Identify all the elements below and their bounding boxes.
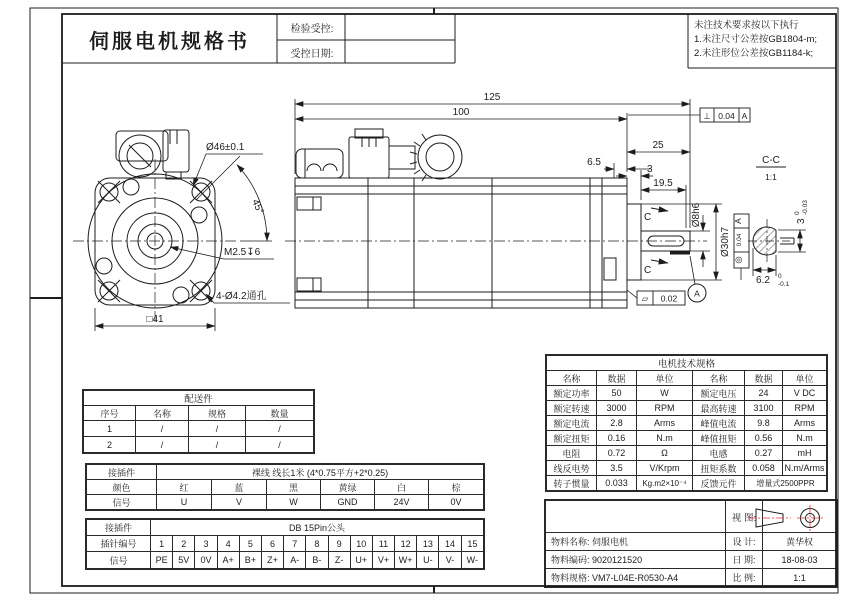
signal: V+ xyxy=(372,552,394,569)
cell: RPM xyxy=(637,401,693,416)
fcf-conc-datum: A xyxy=(733,218,743,224)
date-label: 受控日期: xyxy=(290,48,334,60)
fcf-perp-value: 0.04 xyxy=(718,111,735,121)
cell: / xyxy=(189,421,246,437)
dim-body: 100 xyxy=(452,107,470,118)
cell: Arms xyxy=(783,416,827,431)
cell: 2 xyxy=(84,437,136,453)
cell: GND xyxy=(321,495,375,510)
field-label: 物料编码: xyxy=(551,555,590,565)
side-view-dimensions xyxy=(295,92,731,280)
dim-holes: 4-Ø4.2通孔 xyxy=(216,291,267,302)
db-description: DB 15Pin公头 xyxy=(151,520,484,536)
spec-table xyxy=(546,355,827,491)
cell: V DC xyxy=(783,386,827,401)
cell: 反馈元件 xyxy=(693,476,745,491)
dim-flat-lower-tol: -0.03 xyxy=(802,200,809,215)
pin: 15 xyxy=(461,536,483,552)
cell: 24 xyxy=(745,386,783,401)
dim-recess: 6.5 xyxy=(587,157,601,168)
wire-table xyxy=(86,464,484,510)
dim-across-flat: 6.2 xyxy=(756,275,770,286)
cell: 峰值电流 xyxy=(693,416,745,431)
dim-total: 125 xyxy=(483,92,501,103)
cell: / xyxy=(136,421,189,437)
designer-value: 黄华权 xyxy=(763,533,837,551)
cell: 3100 xyxy=(745,401,783,416)
col-header: 单位 xyxy=(783,371,827,386)
dim-flat-upper-tol: 0 xyxy=(794,211,801,215)
cell: 0V xyxy=(429,495,484,510)
cell: 额定电流 xyxy=(547,416,597,431)
signal: A+ xyxy=(217,552,239,569)
pin: 6 xyxy=(261,536,283,552)
cell: 3000 xyxy=(597,401,637,416)
cell: N.m xyxy=(637,431,693,446)
front-view-dimensions xyxy=(95,142,290,331)
title-block xyxy=(545,500,837,587)
cell: 转子惯量 xyxy=(547,476,597,491)
cell: 黄绿 xyxy=(321,480,375,495)
col-header: 名称 xyxy=(136,406,189,421)
col-header: 名称 xyxy=(693,371,745,386)
dim-across-flat-lower-tol: -0.1 xyxy=(778,281,790,288)
row-label: 颜色 xyxy=(87,480,157,495)
section-marks xyxy=(644,208,668,276)
dim-angle: 45° xyxy=(249,197,266,217)
section-scale: 1:1 xyxy=(765,172,777,182)
pin: 2 xyxy=(173,536,195,552)
col-header: 单位 xyxy=(637,371,693,386)
col-header: 数据 xyxy=(745,371,783,386)
concentricity-icon: ◎ xyxy=(733,256,743,264)
signal: W- xyxy=(461,552,483,569)
inspection-label: 检验受控: xyxy=(290,23,334,35)
col-header: 名称 xyxy=(547,371,597,386)
cell: 2.8 xyxy=(597,416,637,431)
signal: PE xyxy=(151,552,173,569)
scale-label: 比 例: xyxy=(726,569,763,587)
fcf-perp-datum: A xyxy=(741,111,748,121)
cell: / xyxy=(246,421,314,437)
fcf-perpendicularity xyxy=(628,108,750,122)
col-header: 序号 xyxy=(84,406,136,421)
cell: W xyxy=(267,495,321,510)
dim-shaft-dia: Ø8h6 xyxy=(691,202,702,228)
pin: 3 xyxy=(195,536,217,552)
cell: 50 xyxy=(597,386,637,401)
spec-title: 电机技术规格 xyxy=(547,356,827,371)
signal: B+ xyxy=(239,552,261,569)
row-label: 信号 xyxy=(87,495,157,510)
note-line: 1.未注尺寸公差按GB1804-m; xyxy=(694,33,817,45)
cell: mH xyxy=(783,446,827,461)
dim-shaft: 25 xyxy=(652,140,664,151)
scale-value: 1:1 xyxy=(763,569,837,587)
cell: W xyxy=(637,386,693,401)
section-letter-bottom: C xyxy=(644,265,652,276)
signal: V- xyxy=(439,552,461,569)
cell: 扭矩系数 xyxy=(693,461,745,476)
cell: 线反电势 xyxy=(547,461,597,476)
row-label: 接插件 xyxy=(87,465,157,480)
dim-flat-len: 19.5 xyxy=(653,178,673,189)
note-line: 未注技术要求按以下执行 xyxy=(694,20,799,31)
pin: 8 xyxy=(306,536,328,552)
field-value: 伺服电机 xyxy=(592,537,629,547)
note-line: 2.未注形位公差按GB1184-k; xyxy=(694,47,814,59)
accessories-title: 配送件 xyxy=(84,391,314,406)
field-label: 物料规格: xyxy=(551,573,590,583)
pin: 5 xyxy=(239,536,261,552)
col-header: 规格 xyxy=(189,406,246,421)
cell: 额定功率 xyxy=(547,386,597,401)
col-header: 数据 xyxy=(597,371,637,386)
cell: Kg.m2×10⁻⁴ xyxy=(637,476,693,491)
signal: U+ xyxy=(350,552,372,569)
datum-a-balloon xyxy=(688,256,706,302)
pin: 13 xyxy=(417,536,439,552)
signal: A- xyxy=(284,552,306,569)
cell: 红 xyxy=(157,480,212,495)
cell: 0.16 xyxy=(597,431,637,446)
datum-a-label: A xyxy=(694,288,700,299)
cell: / xyxy=(136,437,189,453)
field-value: 9020121520 xyxy=(592,555,643,565)
cell: Arms xyxy=(637,416,693,431)
field-value: VM7-L04E-R0530-A4 xyxy=(592,573,679,583)
date-field-label: 日 期: xyxy=(726,551,763,569)
signal: 0V xyxy=(195,552,217,569)
section-title: C-C xyxy=(762,155,780,166)
cell: 电阻 xyxy=(547,446,597,461)
material-code xyxy=(546,551,726,569)
perpendicularity-icon: ⊥ xyxy=(703,111,711,121)
pin: 1 xyxy=(151,536,173,552)
cell: 3.5 xyxy=(597,461,637,476)
signal: W+ xyxy=(395,552,417,569)
dim-flange-circle: Ø46±0.1 xyxy=(206,142,245,153)
pin: 12 xyxy=(395,536,417,552)
cell: 0.058 xyxy=(745,461,783,476)
mounting-holes xyxy=(98,181,212,302)
cell: 电感 xyxy=(693,446,745,461)
row-label: 信号 xyxy=(87,552,151,569)
dim-across-flat-upper-tol: 0 xyxy=(778,273,782,280)
signal: 5V xyxy=(173,552,195,569)
col-header: 数量 xyxy=(246,406,314,421)
cell: 9.8 xyxy=(745,416,783,431)
db15-table xyxy=(86,519,484,569)
pin: 9 xyxy=(328,536,350,552)
signal: Z- xyxy=(328,552,350,569)
centerlines xyxy=(73,159,237,323)
general-notes xyxy=(694,19,836,60)
pin: 4 xyxy=(217,536,239,552)
dim-boss: 3 xyxy=(647,164,653,175)
flatness-icon: ▱ xyxy=(641,293,649,304)
dim-flat-thickness: 3 xyxy=(796,218,807,224)
date-field-value: 18-08-03 xyxy=(763,551,837,569)
cell: 最高转速 xyxy=(693,401,745,416)
cell-empty xyxy=(546,501,726,533)
cell: 0.27 xyxy=(745,446,783,461)
cell: 1 xyxy=(84,421,136,437)
cell: 增量式2500PPR xyxy=(745,476,827,491)
cell: 0.56 xyxy=(745,431,783,446)
fcf-flat-value: 0.02 xyxy=(660,293,678,304)
cell: RPM xyxy=(783,401,827,416)
cell: N.m xyxy=(783,431,827,446)
dim-pilot-dia: Ø30h7 xyxy=(720,226,731,258)
cell: 0.72 xyxy=(597,446,637,461)
signal: B- xyxy=(306,552,328,569)
fcf-conc-value: 0.04 xyxy=(736,233,743,247)
pin: 7 xyxy=(284,536,306,552)
projection-symbol-cell xyxy=(763,501,837,533)
row-label: 接插件 xyxy=(87,520,151,536)
cell: V xyxy=(212,495,267,510)
cell: 额定电压 xyxy=(693,386,745,401)
section-view xyxy=(748,155,809,288)
cell: 0.033 xyxy=(597,476,637,491)
cell: / xyxy=(189,437,246,453)
signal: U- xyxy=(417,552,439,569)
cell: N.m/Arms xyxy=(783,461,827,476)
side-connectors xyxy=(296,129,462,181)
cell: 蓝 xyxy=(212,480,267,495)
front-view xyxy=(73,130,290,331)
cell: 额定转速 xyxy=(547,401,597,416)
section-dimensions xyxy=(753,200,809,288)
field-label: 物料名称: xyxy=(551,537,590,547)
cell: 黑 xyxy=(267,480,321,495)
fcf-concentricity xyxy=(733,214,749,280)
signal: Z+ xyxy=(261,552,283,569)
row-label: 插针编号 xyxy=(87,536,151,552)
cell: U xyxy=(157,495,212,510)
cell: 峰值扭矩 xyxy=(693,431,745,446)
cell: / xyxy=(246,437,314,453)
cell: 24V xyxy=(375,495,429,510)
side-view xyxy=(285,92,750,308)
cell: V/Krpm xyxy=(637,461,693,476)
page-title: 伺服电机规格书 xyxy=(89,30,250,53)
view-label: 视 图: xyxy=(726,501,763,533)
cell: Ω xyxy=(637,446,693,461)
cell: 额定扭矩 xyxy=(547,431,597,446)
dim-thread: M2.5↧6 xyxy=(224,247,261,258)
cell: 白 xyxy=(375,480,429,495)
fcf-flatness xyxy=(627,290,685,305)
wire-description: 裸线 线长1米 (4*0.75平方+2*0.25) xyxy=(157,465,484,480)
pin: 14 xyxy=(439,536,461,552)
material-model xyxy=(546,569,726,587)
material-name xyxy=(546,533,726,551)
cell: 棕 xyxy=(429,480,484,495)
dim-square: □41 xyxy=(146,314,164,325)
pin: 10 xyxy=(350,536,372,552)
designer-label: 设 计: xyxy=(726,533,763,551)
section-letter-top: C xyxy=(644,212,652,223)
pin: 11 xyxy=(372,536,394,552)
accessories-table xyxy=(83,390,314,453)
